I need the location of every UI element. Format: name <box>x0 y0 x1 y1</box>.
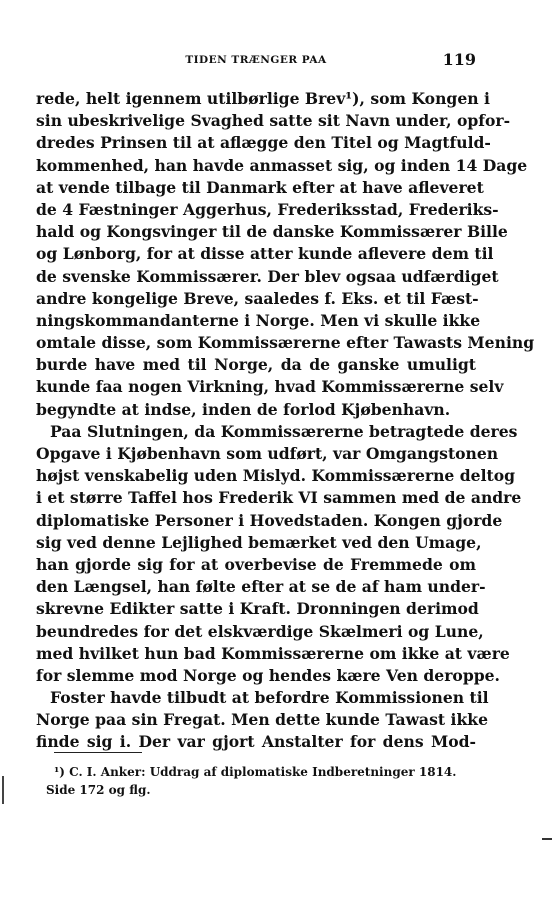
text-line: med hvilket hun bad Kommissærerne om ikke at være <box>36 643 510 663</box>
text-line: højst venskabelig uden Mislyd. Kommissærerne deltog <box>36 466 516 486</box>
text-line: kommenhed, han havde anmasset sig, og inden 14 Dage <box>36 155 528 175</box>
text-line: finde sig i. Der var gjort Anstalter for dens Mod- <box>36 732 476 752</box>
body-text <box>36 88 535 754</box>
page-number: 119 <box>442 50 476 69</box>
text-line: omtale disse, som Kommissærerne efter Tawasts Mening <box>36 333 535 353</box>
margin-mark <box>2 776 4 804</box>
text-line: beundredes for det elskværdige Skælmeri og Lune, <box>36 621 484 641</box>
text-line: begyndte at indse, inden de forlod Kjøbenhavn. <box>36 399 451 419</box>
text-line: skrevne Edikter satte i Kraft. Dronningen derimod <box>36 599 479 619</box>
text-line: andre kongelige Breve, saaledes f. Eks. et til Fæst- <box>36 288 479 308</box>
footnote <box>46 763 476 799</box>
text-line: Norge paa sin Fregat. Men dette kunde Tawast ikke <box>36 710 489 730</box>
text-line: dredes Prinsen til at aflægge den Titel og Magtfuld- <box>36 133 491 153</box>
text-line: at vende tilbage til Danmark efter at have afleveret <box>36 177 484 197</box>
footnote-line: Side 172 og flg. <box>46 783 151 797</box>
text-line: burde have med til Norge, da de ganske umuligt <box>36 355 476 375</box>
text-line: den Længsel, han følte efter at se de af ham under- <box>36 577 486 597</box>
text-line: de 4 Fæstninger Aggerhus, Frederiksstad, Frederiks- <box>36 199 499 219</box>
running-head <box>36 50 476 70</box>
text-line: han gjorde sig for at overbevise de Fremmede om <box>36 554 476 574</box>
text-line: ningskommandanterne i Norge. Men vi skulle ikke <box>36 310 481 330</box>
text-line: Paa Slutningen, da Kommissærerne betragtede deres <box>50 421 518 441</box>
text-line: de svenske Kommissærer. Der blev ogsaa udfærdiget <box>36 266 499 286</box>
text-line: kunde faa nogen Virkning, hvad Kommissærerne selv <box>36 377 504 397</box>
text-line: Foster havde tilbudt at befordre Kommissionen til <box>50 688 489 708</box>
text-line: for slemme mod Norge og hendes kære Ven deroppe. <box>36 665 500 685</box>
text-line: rede, helt igennem utilbørlige Brev¹), som Kongen i <box>36 89 490 108</box>
edge-mark <box>542 838 552 840</box>
text-line: sin ubeskrivelige Svaghed satte sit Navn under, opfor- <box>36 111 511 131</box>
text-line: i et større Taffel hos Frederik VI sammen med de andre <box>36 488 522 508</box>
text-line: og Lønborg, for at disse atter kunde aflevere dem til <box>36 244 494 264</box>
text-line: Opgave i Kjøbenhavn som udført, var Omgangstonen <box>36 444 499 463</box>
text-line: sig ved denne Lejlighed bemærket ved den Umage, <box>36 532 482 552</box>
footnote-line: ¹) C. I. Anker: Uddrag af diplomatiske Indberetninger 1814. <box>54 765 457 779</box>
footnote-divider <box>54 752 142 753</box>
running-title: TIDEN TRÆNGER PAA <box>185 54 327 66</box>
text-line: hald og Kongsvinger til de danske Kommissærer Bille <box>36 222 508 242</box>
text-line: diplomatiske Personer i Hovedstaden. Kongen gjorde <box>36 510 503 530</box>
